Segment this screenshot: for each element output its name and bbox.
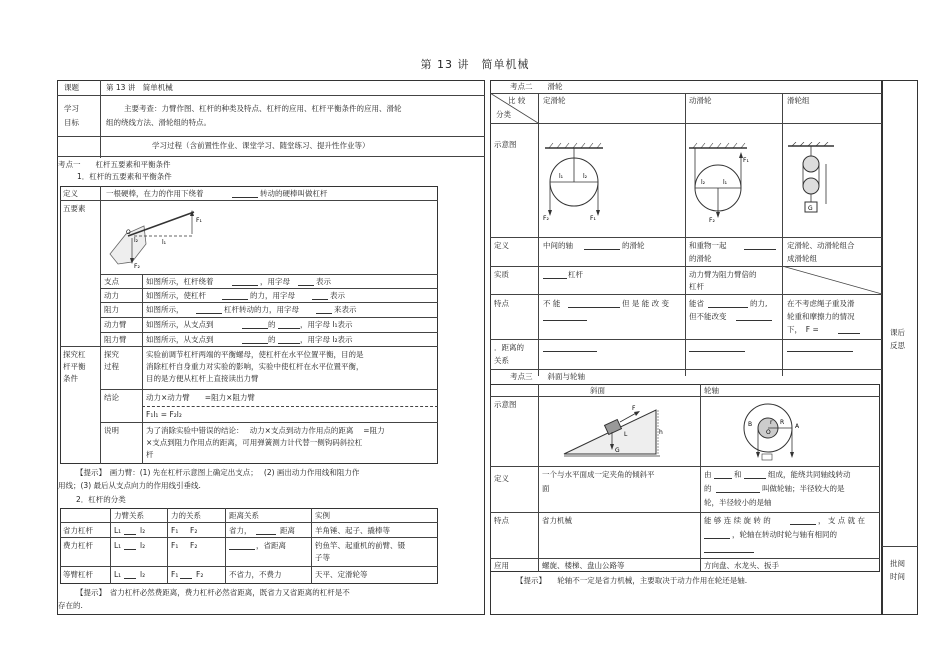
goal-label-1: 学习 — [64, 104, 79, 113]
movable-feature-c: 但不能改变 — [689, 312, 727, 321]
kp1-2-title: 2．杠杆的分类 — [76, 495, 126, 504]
cls-row-3-example: 天平、定滑轮等 — [315, 570, 368, 579]
page-title: 第 13 讲 简单机械 — [420, 58, 530, 71]
wheel-label-b: B — [748, 421, 753, 428]
combo-def-a: 定滑轮、动滑轮组合 — [787, 241, 855, 250]
fixed-def-a: 中间的轴 — [543, 241, 573, 250]
row-effort-arm-c: ，用字母 l₁表示 — [300, 320, 353, 329]
cls-row-2-example-1: 钓鱼竿、起重机的前臂、镊 — [315, 541, 405, 550]
cls-row-1-force2: F₂ — [190, 526, 198, 535]
row-effort-key: 动力 — [104, 291, 119, 300]
kp3-diagram-label: 示意图 — [494, 400, 517, 409]
wheel-label-r-small: r — [770, 419, 773, 426]
row-resist-a: 如图所示， — [146, 305, 184, 314]
wheel-label-o: O — [766, 429, 771, 436]
incline-label-g: G — [615, 447, 620, 454]
time-label-1: 批阅 — [890, 559, 905, 568]
fixed-feature-a: 不 能 — [543, 299, 561, 308]
def-text-a: 一根硬棒，在力的作用下绕着 — [106, 189, 204, 198]
lever-label-o: O — [126, 229, 131, 236]
lever-label-l2: l₂ — [134, 237, 139, 244]
row-fulcrum-c: 表示 — [316, 277, 331, 286]
movable-label-l2: l₂ — [701, 179, 706, 186]
expl-text-1: 为了消除实验中错误的结论： 动力×支点到动力作用点的距离 =阻力 — [146, 426, 385, 435]
combo-essence-diagonal — [782, 266, 882, 294]
def-text-b: 转动的硬棒叫做杠杆 — [260, 189, 328, 198]
cls-header-example: 实例 — [315, 511, 330, 520]
row-fulcrum-key: 支点 — [104, 277, 119, 286]
diagram-label: 示意图 — [494, 140, 517, 149]
combo-def-b: 成滑轮组 — [787, 254, 817, 263]
combo-feature-a: 在不考虑绳子重及滑 — [787, 299, 855, 308]
row-resist-arm-key: 阻力臂 — [104, 335, 127, 344]
movable-def-a: 和重物一起 — [689, 241, 727, 250]
cls-row-2-arm: L₁ — [114, 541, 122, 550]
cls-header-force: 力的关系 — [171, 511, 201, 520]
compare-diagonal — [490, 93, 538, 123]
concl-label: 结论 — [104, 393, 119, 402]
proc-text-2: 消除杠杆自身重力对实验的影响，实验中使杠杆在水平位置平衡， — [146, 362, 364, 371]
expl-label: 说明 — [104, 426, 119, 435]
movable-feature-a: 能省 — [689, 299, 704, 308]
row-resist-arm-c: ，用字母 l₂表示 — [300, 335, 353, 344]
cls-row-3-dist-a: 不省力，不费力 — [229, 570, 282, 579]
kp3-title: 考点三 斜面与轮轴 — [510, 372, 585, 381]
fixed-pulley-diagram — [543, 142, 605, 224]
essence-label: 实质 — [494, 270, 509, 279]
proc-text-1: 实验前调节杠杆两端的平衡螺母，使杠杆在水平位置平衡，目的是 — [146, 350, 364, 359]
kp3-feature-wheel-a: 能 够 连 续 旋 转 的 — [704, 516, 771, 525]
cls-row-2-example-2: 子等 — [315, 553, 330, 562]
row-fulcrum-a: 如图所示，杠杆绕着 — [146, 277, 214, 286]
kp3-feature-incline: 省力机械 — [542, 516, 572, 525]
kp3-feature-wheel-c: ，轮轴在转动时轮与轴有相同的 — [732, 530, 837, 539]
explore-label-2: 杆平衡 — [63, 362, 86, 371]
cls-row-2-name: 费力杠杆 — [63, 541, 93, 550]
concl-text-2: F₁l₁ = F₂l₂ — [146, 410, 182, 419]
kp3-def-wheel-d: 的 — [704, 484, 712, 493]
feature-label: 特点 — [494, 299, 509, 308]
wheel-axle-diagram — [728, 398, 818, 462]
review-label-1: 课后 — [890, 328, 905, 337]
lever-label-f2: F₂ — [134, 263, 140, 270]
movable-feature-b: 的力, — [750, 299, 768, 308]
tip1-line-1: 【提示】 画力臂：(1) 先在杠杆示意图上确定出支点； (2) 画出动力作用线和阻力作 — [76, 468, 360, 477]
cls-row-1-arm2: l₂ — [140, 526, 146, 535]
kp1-title: 考点一 杠杆五要素和平衡条件 — [58, 160, 171, 169]
fixed-label-f1: F₁ — [590, 215, 596, 222]
cls-row-3-name: 等臂杠杆 — [63, 570, 93, 579]
explore-label-1: 探究杠 — [63, 350, 86, 359]
time-label-2: 时间 — [890, 572, 905, 581]
kp1-1-title: 1．杠杆的五要素和平衡条件 — [77, 172, 172, 181]
tip1-line-2: 用线；(3) 最后从支点向力的作用线引垂线. — [58, 481, 201, 490]
kp3-col-wheel: 轮轴 — [704, 386, 719, 395]
tip2-line-2: 存在的. — [58, 601, 83, 610]
fixed-label-l1: l₁ — [559, 173, 564, 180]
kp3-def-wheel-a: 由 — [704, 470, 712, 479]
movable-def-b: 的滑轮 — [689, 254, 712, 263]
proc-label-1: 探究 — [104, 350, 119, 359]
fixed-label-l2: l₂ — [583, 173, 588, 180]
explore-label-3: 条件 — [63, 374, 78, 383]
kp3-def-incline-2: 面 — [542, 484, 550, 493]
review-label-2: 反思 — [890, 341, 905, 350]
kp3-apply-label: 应用 — [494, 561, 509, 570]
cls-row-3-force2: F₂ — [196, 570, 204, 579]
incline-label-h: h — [659, 429, 663, 436]
row-effort-arm-b: 的 — [268, 320, 276, 329]
fixed-label-f2: F₂ — [543, 215, 549, 222]
expl-text-2: ×支点到阻力作用点的距离，可用弹簧测力计代替一侧钩码斜拉杠 — [146, 438, 363, 447]
movable-pulley-diagram — [687, 142, 749, 224]
kp3-def-wheel-f: 轮，半径较小的是轴 — [704, 498, 772, 507]
proc-label-2: 过程 — [104, 362, 119, 371]
kp3-apply-incline: 螺旋、楼梯、盘山公路等 — [542, 561, 625, 570]
kp3-def-wheel-c: 组成，能绕共同轴线转动 — [768, 470, 851, 479]
row-effort-arm-key: 动力臂 — [104, 320, 127, 329]
movable-label-f2: F₂ — [709, 217, 715, 224]
row-effort-a: 如图所示，使杠杆 — [146, 291, 206, 300]
cls-row-2-force: F₁ — [171, 541, 179, 550]
fixed-feature-b: 但 是 能 改 变 — [622, 299, 670, 308]
dist-label-2: 关系 — [494, 356, 509, 365]
fixed-def-b: 的滑轮 — [622, 241, 645, 250]
kp3-def-label: 定义 — [494, 474, 509, 483]
kp3-def-wheel-e: 叫做轮轴；半径较大的是 — [762, 484, 845, 493]
incline-label-f: F — [632, 405, 636, 412]
row-fulcrum-b: ，用字母 — [260, 277, 290, 286]
lever-label-f1: F₁ — [196, 217, 202, 224]
row-effort-b: 的力，用字母 — [250, 291, 295, 300]
cls-header-arm: 力臂关系 — [114, 511, 144, 520]
cls-header-dist: 距离关系 — [229, 511, 259, 520]
col-movable: 动滑轮 — [689, 96, 712, 105]
def-label: 定义 — [63, 189, 78, 198]
row-resist-b: 杠杆转动的力，用字母 — [224, 305, 299, 314]
kp2-title: 考点二 滑轮 — [510, 82, 563, 91]
fixed-essence: 杠杆 — [568, 270, 583, 279]
cls-row-2-dist-b: ，省距离 — [256, 541, 286, 550]
topic-value: 第 13 讲 简单机械 — [106, 83, 173, 92]
compare-label-1: 比 较 — [508, 96, 526, 105]
combo-feature-b: 轮重和摩擦力的情况 — [787, 312, 855, 321]
cls-row-1-name: 省力杠杆 — [63, 526, 93, 535]
pulley-combo-diagram — [786, 142, 836, 222]
expl-text-3: 杆 — [146, 450, 154, 459]
topic-label: 课题 — [64, 83, 79, 92]
col-combo: 滑轮组 — [787, 96, 810, 105]
tip3: 【提示】 轮轴不一定是省力机械，主要取决于动力作用在轮还是轴. — [516, 576, 748, 585]
cls-row-3-arm: L₁ — [114, 570, 122, 579]
incline-diagram — [560, 400, 664, 460]
kp3-feature-wheel-b: ， 支 点 就 在 — [818, 516, 866, 525]
movable-essence-b: 杠杆 — [689, 282, 704, 291]
movable-label-f1: F₁ — [743, 157, 749, 164]
cls-row-1-dist-a: 省力， — [229, 526, 252, 535]
incline-label-l: L — [624, 431, 628, 438]
row-effort-arm-a: 如图所示，从支点到 — [146, 320, 214, 329]
cls-row-2-force2: F₂ — [190, 541, 198, 550]
lever-diagram — [104, 204, 204, 270]
goal-text-1: 主要考查：力臂作图、杠杆的种类及特点、杠杆的应用、杠杆平衡条件的应用、滑轮 — [124, 104, 402, 113]
def-label-right: 定义 — [494, 241, 509, 250]
cls-row-1-dist-b: 距离 — [280, 526, 295, 535]
tip2-line-1: 【提示】 省力杠杆必然费距离，费力杠杆必然省距离，既省力又省距离的杠杆是不 — [76, 588, 350, 597]
kp3-col-incline: 斜面 — [590, 386, 605, 395]
kp3-apply-wheel: 方向盘、水龙头、扳手 — [704, 561, 779, 570]
combo-label-g: G — [808, 205, 813, 212]
compare-label-2: 分类 — [496, 110, 511, 119]
row-resist-c: 来表示 — [334, 305, 357, 314]
wheel-label-r-big: R — [780, 419, 785, 426]
kp3-feature-label: 特点 — [494, 516, 509, 525]
movable-label-l1: l₁ — [723, 179, 728, 186]
cls-row-1-example: 羊角锤、起子、撬棒等 — [315, 526, 390, 535]
cls-row-1-arm: L₁ — [114, 526, 122, 535]
cls-row-3-arm2: l₂ — [140, 570, 146, 579]
movable-essence-a: 动力臂为阻力臂倍的 — [689, 270, 757, 279]
five-elements-label: 五要素 — [63, 204, 86, 213]
kp3-def-incline-1: 一个与水平面成一定夹角的倾斜平 — [542, 470, 655, 479]
lever-label-l1: l₁ — [162, 239, 167, 246]
cls-row-1-force: F₁ — [171, 526, 179, 535]
concl-text-1: 动力×动力臂 =阻力×阻力臂 — [146, 393, 255, 402]
dist-label-1: ．距离的 — [494, 343, 524, 352]
cls-row-3-force: F₁ — [171, 570, 179, 579]
proc-text-3: 目的是方便从杠杆上直接读出力臂 — [146, 374, 259, 383]
row-resist-arm-a: 如图所示，从支点到 — [146, 335, 214, 344]
row-resist-key: 阻力 — [104, 305, 119, 314]
row-resist-arm-b: 的 — [268, 335, 276, 344]
process-line: 学习过程（含前置性作业、课堂学习、随堂练习、提升性作业等） — [152, 141, 370, 150]
row-effort-c: 表示 — [330, 291, 345, 300]
wheel-label-a: A — [795, 423, 800, 430]
kp3-def-wheel-b: 和 — [734, 470, 742, 479]
combo-feature-c: 下， F = — [787, 325, 819, 334]
col-fixed: 定滑轮 — [543, 96, 566, 105]
goal-text-2: 组的绕线方法、滑轮组的特点。 — [106, 118, 211, 127]
cls-row-2-arm2: l₂ — [140, 541, 146, 550]
goal-label-2: 目标 — [64, 118, 79, 127]
